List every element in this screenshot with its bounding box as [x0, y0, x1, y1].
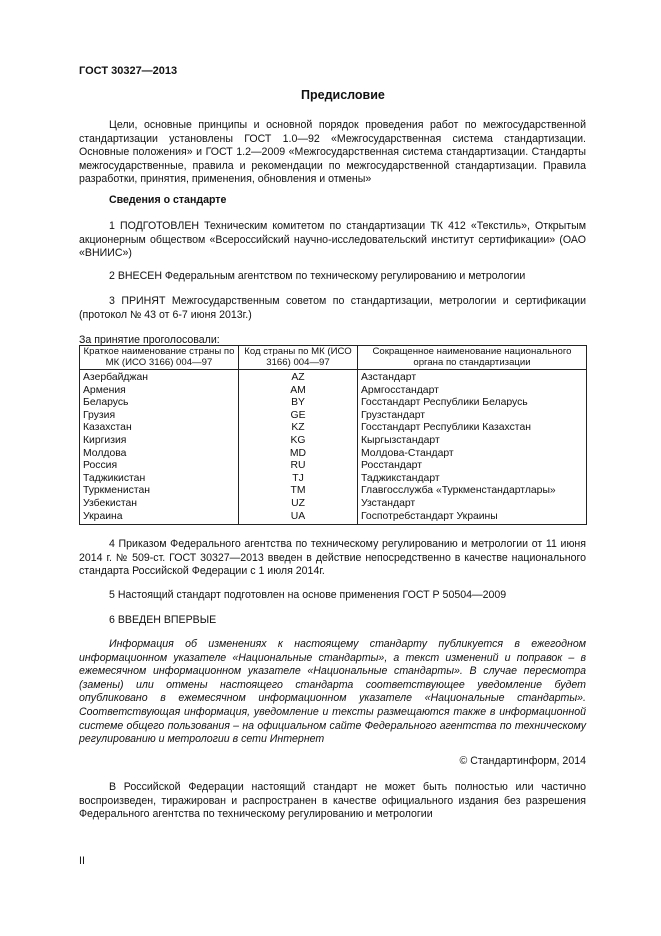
cell-country: Таджикистан — [80, 473, 239, 486]
table-row — [80, 435, 587, 448]
cell-country: Молдова — [80, 448, 239, 461]
item-2-paragraph: 2 ВНЕСЕН Федеральным агентством по техническому регулированию и метрологии — [109, 270, 526, 282]
cell-body: Армгосстандарт — [358, 385, 587, 398]
cell-country: Туркменистан — [80, 485, 239, 498]
section-heading: Сведения о стандарте — [109, 194, 227, 206]
table-row — [80, 498, 587, 511]
item-6-paragraph: 6 ВВЕДЕН ВПЕРВЫЕ — [109, 614, 217, 626]
table-header-row — [80, 346, 587, 370]
vote-table — [79, 345, 587, 525]
cell-body: Госстандарт Республики Беларусь — [358, 397, 587, 410]
cell-country: Киргизия — [80, 435, 239, 448]
header-country: Краткое наименование страны по МК (ИСО 3166) 004—97 — [80, 346, 239, 370]
cell-code: RU — [239, 460, 358, 473]
cell-body: Узстандарт — [358, 498, 587, 511]
cell-code: TJ — [239, 473, 358, 486]
table-row — [80, 422, 587, 435]
table-row — [80, 511, 587, 525]
cell-code: UA — [239, 511, 358, 525]
table-row — [80, 485, 587, 498]
cell-body: Госпотребстандарт Украины — [358, 511, 587, 525]
intro-paragraph: Цели, основные принципы и основной порядок проведения работ по межгосударственной стандартизации установлены ГОСТ 1.0—92 «Межгосударственная система стандартизации. Основные положения» и ГОСТ 1.2—2009 «Межгосударственная система стандартизации. Стандарты межгосударственные, правила и рекомендации по межгосударственной стандартизации. Правила разработки, принятия, применения, обновления и отмены» — [79, 119, 586, 186]
page-title-text: Предисловие — [301, 88, 385, 102]
table-row — [80, 370, 587, 385]
cell-country: Узбекистан — [80, 498, 239, 511]
cell-country: Казахстан — [80, 422, 239, 435]
table-row — [80, 448, 587, 461]
cell-code: AZ — [239, 370, 358, 385]
cell-body: Молдова-Стандарт — [358, 448, 587, 461]
cell-code: BY — [239, 397, 358, 410]
cell-body: Таджикстандарт — [358, 473, 587, 486]
table-row — [80, 397, 587, 410]
cell-code: AM — [239, 385, 358, 398]
cell-code: GE — [239, 410, 358, 423]
item-5-paragraph: 5 Настоящий стандарт подготовлен на основе применения ГОСТ Р 50504—2009 — [109, 589, 507, 601]
header-body: Сокращенное наименование национального органа по стандартизации — [358, 346, 587, 370]
cell-country: Азербайджан — [80, 370, 239, 385]
copyright: © Стандартинформ, 2014 — [459, 755, 586, 767]
table-row — [80, 473, 587, 486]
cell-country: Россия — [80, 460, 239, 473]
cell-code: MD — [239, 448, 358, 461]
cell-code: KG — [239, 435, 358, 448]
cell-country: Украина — [80, 511, 239, 525]
cell-code: UZ — [239, 498, 358, 511]
page-number: II — [79, 855, 85, 867]
cell-body: Росстандарт — [358, 460, 587, 473]
cell-body: Госстандарт Республики Казахстан — [358, 422, 587, 435]
table-row — [80, 460, 587, 473]
document-id: ГОСТ 30327—2013 — [79, 65, 178, 77]
cell-code: TM — [239, 485, 358, 498]
cell-country: Беларусь — [80, 397, 239, 410]
table-body — [80, 370, 587, 525]
cell-body: Кыргызстандарт — [358, 435, 587, 448]
cell-code: KZ — [239, 422, 358, 435]
header-code: Код страны по МК (ИСО 3166) 004—97 — [239, 346, 358, 370]
item-3-paragraph: 3 ПРИНЯТ Межгосударственным советом по стандартизации, метрологии и сертификации (протокол № 43 от 6-7 июня 2013г.) — [79, 295, 586, 321]
cell-country: Армения — [80, 385, 239, 398]
cell-body: Главгосслужба «Туркменстандартлары» — [358, 485, 587, 498]
table-row — [80, 410, 587, 423]
cell-body: Грузстандарт — [358, 410, 587, 423]
reproduction-notice: В Российской Федерации настоящий стандарт не может быть полностью или частично воспроизведен, тиражирован и распространен в качестве официального издания без разрешения Федерального агентства по техническому регулированию и метрологии — [79, 781, 586, 821]
table-caption: За принятие проголосовали: — [79, 334, 220, 346]
item-4-paragraph: 4 Приказом Федерального агентства по техническому регулированию и метрологии от 11 июня 2014 г. № 509-ст. ГОСТ 30327—2013 введен в действие непосредственно в качестве национального стандарта Российской Федерации с 1 июля 2014г. — [79, 538, 586, 578]
item-1-paragraph: 1 ПОДГОТОВЛЕН Техническим комитетом по стандартизации ТК 412 «Текстиль», Открытым акционерным обществом «Всероссийский научно-исследовательский институт сертификации» (ОАО «ВНИИС») — [79, 220, 586, 260]
cell-country: Грузия — [80, 410, 239, 423]
table-row — [80, 385, 587, 398]
info-notice: Информация об изменениях к настоящему стандарту публикуется в ежегодном информационном указателе «Национальные стандарты», а текст изменений и поправок – в ежемесячном информационном указателе «Национальные стандарты». В случае пересмотра (замены) или отмены настоящего стандарта соответствующее уведомление будет опубликовано в ежемесячном информационном указателе «Национальные стандарты». Соответствующая информация, уведомление и тексты размещаются также в информационной системе общего пользования – на официальном сайте Федерального агентства по техническому регулированию и метрологии в сети Интернет — [79, 638, 586, 746]
cell-body: Азстандарт — [358, 370, 587, 385]
